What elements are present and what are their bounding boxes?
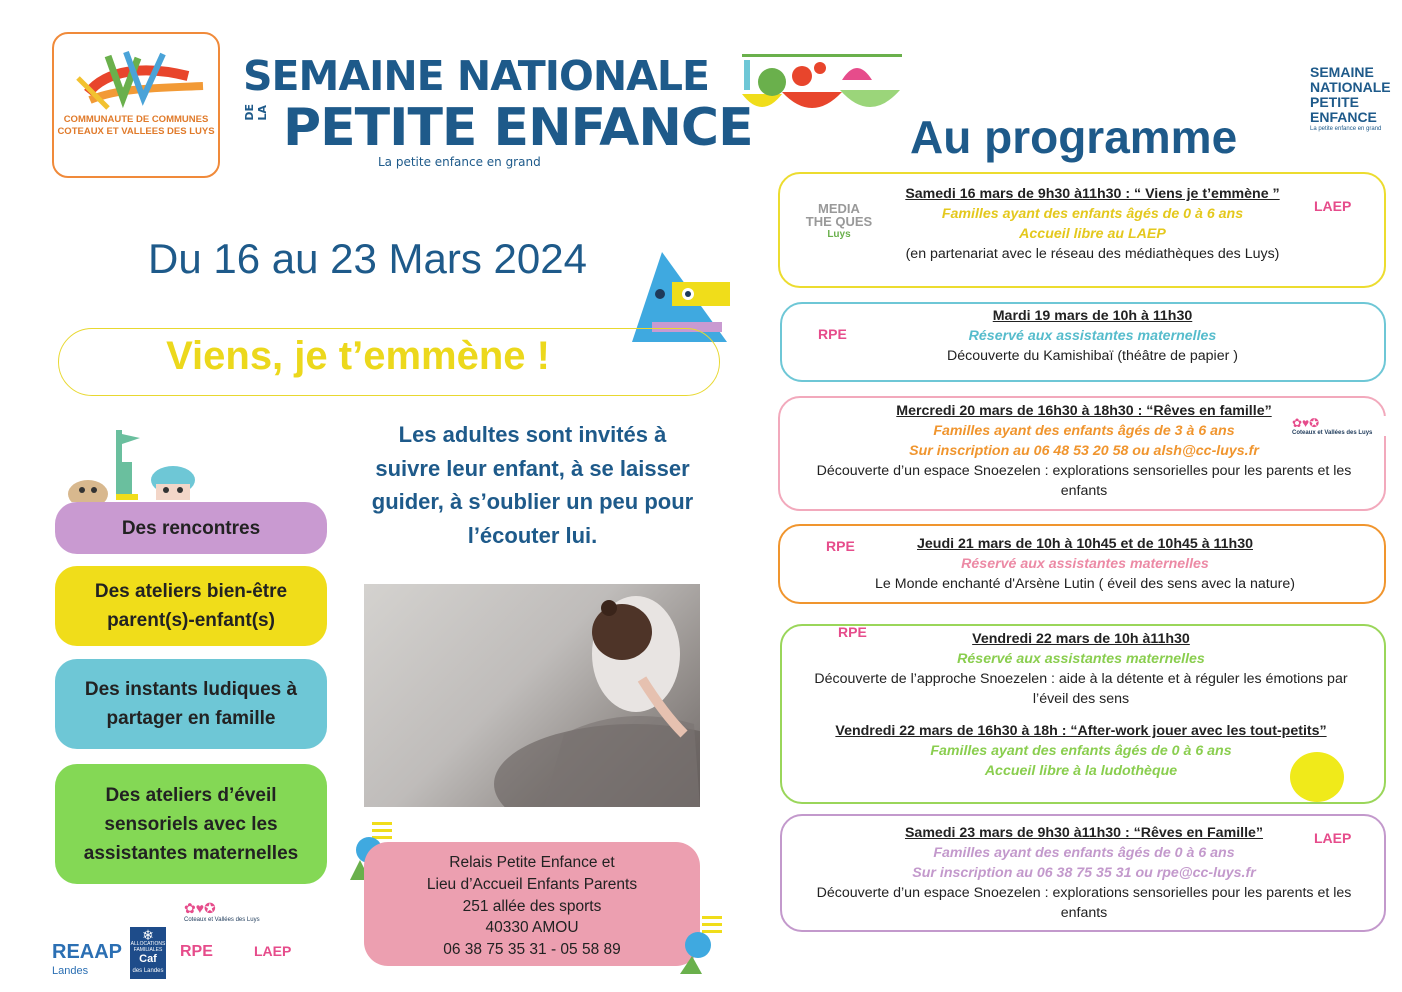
caf-snowflake-icon: ❄ — [142, 927, 154, 943]
mediatheques-logo-label: MEDIA THE QUES — [805, 201, 873, 229]
cc-name-line1: COMMUNAUTE DE COMMUNES — [63, 114, 209, 125]
event2-desc: Découverte du Kamishibaï (théâtre de papier ) — [946, 348, 1238, 364]
contact-phones: 06 38 75 35 31 - 05 58 89 — [443, 941, 621, 959]
event6-desc: Découverte d’un espace Snoezelen : explorations sensorielles pour les parents et les enfants — [816, 885, 1352, 921]
caf-allocations: ALLOCATIONS FAMILIALES — [130, 941, 166, 953]
cc-luys-emblem-icon — [68, 48, 208, 116]
event3-title: Mercredi 20 mars de 16h30 à 18h30 : “Rêves en famille” — [896, 403, 1272, 419]
caf-label: Caf — [139, 953, 157, 965]
event6-text — [796, 823, 1372, 923]
event5-text — [796, 629, 1366, 781]
mediatheques-logo — [804, 202, 874, 241]
event1-desc: (en partenariat avec le réseau des médiathèques des Luys) — [905, 246, 1280, 262]
snpe-small-tag: La petite enfance en grand — [1310, 126, 1382, 132]
mediatheques-logo-sub: Luys — [827, 229, 851, 240]
event2-audience: Réservé aux assistantes maternelles — [968, 328, 1217, 344]
cc-name-line2: COTEAUX ET VALLEES DES LUYS — [57, 126, 215, 137]
snpe-small-line3: PETITE — [1310, 94, 1360, 110]
event5-title: Vendredi 22 mars de 10h à11h30 — [972, 631, 1190, 647]
event5-audience: Réservé aux assistantes maternelles — [957, 651, 1205, 667]
ludotheque-event3-icon: ✿♥✪ — [1292, 416, 1320, 430]
event4-title: Jeudi 21 mars de 10h à 10h45 et de 10h45 à 11h30 — [917, 536, 1253, 552]
contact-address: 251 allée des sports — [462, 897, 602, 915]
theme-pill-rencontres: Des rencontres — [55, 502, 327, 554]
event5-audience2: Familles ayant des enfants âgés de 0 à 6 ans — [930, 743, 1232, 759]
event6-title: Samedi 23 mars de 9h30 à11h30 : “Rêves en Famille” — [904, 825, 1264, 841]
snpe-small-line2: NATIONALE — [1310, 79, 1391, 95]
snpe-small-line4: ENFANCE — [1310, 109, 1377, 125]
event6-audience: Familles ayant des enfants âgés de 0 à 6 ans — [933, 845, 1235, 861]
rpe-logo: RPE — [180, 943, 213, 960]
event2-text — [880, 306, 1305, 366]
caf-logo — [130, 927, 166, 979]
slogan: Viens, je t’emmène ! — [166, 334, 550, 378]
cc-luys-logo — [52, 32, 220, 178]
snpe-small-line1: SEMAINE — [1310, 64, 1374, 80]
child-photo-icon — [364, 584, 700, 807]
event3-registration: Sur inscription au 06 48 53 20 58 ou alsh@cc-luys.fr — [909, 443, 1259, 459]
decoration-shapes-bottom-icon — [676, 914, 726, 976]
contact-line2: Lieu d’Accueil Enfants Parents — [426, 875, 638, 893]
event1-audience: Familles ayant des enfants âgés de 0 à 6 ans — [941, 206, 1244, 222]
event2-title: Mardi 19 mars de 10h à 11h30 — [992, 308, 1193, 324]
ludotheque-toys-icon: ✿♥✪ — [184, 900, 216, 916]
rpe-logo-event5: RPE — [838, 624, 867, 640]
event5-access2: Accueil libre à la ludothèque — [984, 763, 1178, 779]
bowls-illustration-icon — [742, 54, 904, 120]
event3-text — [796, 401, 1372, 501]
event4-desc: Le Monde enchanté d'Arsène Lutin ( éveil des sens avec la nature) — [875, 576, 1295, 592]
snpe-tagline: La petite enfance en grand — [378, 155, 541, 169]
rpe-logo-event4: RPE — [826, 538, 855, 554]
ludotheque-event3-label: Coteaux et Vallées des Luys — [1292, 430, 1373, 436]
rpe-logo-event2: RPE — [818, 326, 847, 342]
laep-logo: LAEP — [254, 943, 292, 959]
event-dates: Du 16 au 23 Mars 2024 — [148, 235, 587, 282]
caf-sub: des Landes — [132, 968, 164, 974]
child-photo — [364, 584, 700, 807]
contact-line1: Relais Petite Enfance et — [449, 854, 615, 871]
event5-title2: Vendredi 22 mars de 16h30 à 18h : “After-work jouer avec les tout-petits” — [835, 723, 1327, 739]
program-title: Au programme — [910, 111, 1238, 163]
contact-city: 40330 AMOU — [485, 919, 579, 937]
invitation-text: Les adultes sont invités à suivre leur enfant, à se laisser guider, à s’oublier un peu pour l’écouter lui. — [371, 422, 694, 548]
event4-text — [850, 534, 1320, 594]
laep-logo-event6: LAEP — [1314, 830, 1352, 846]
theme-pill-instants-ludiques: Des instants ludiques à partager en famille — [55, 659, 327, 749]
theme-pill-ateliers-bien-etre: Des ateliers bien-être parent(s)-enfant(s) — [55, 566, 327, 646]
partner-logos — [52, 895, 312, 985]
event3-audience: Familles ayant des enfants âgés de 3 à 6 ans — [933, 423, 1235, 439]
laep-logo-event1: LAEP — [1314, 198, 1352, 214]
ludotheque-logo — [184, 900, 296, 934]
event4-audience: Réservé aux assistantes maternelles — [961, 556, 1209, 572]
ludotheque-label: Coteaux et Vallées des Luys — [184, 917, 260, 923]
snpe-title-line2: PETITE ENFANCE — [283, 98, 753, 158]
contact-box — [364, 842, 700, 966]
reaap-logo: REAAP — [52, 941, 123, 963]
event1-title: Samedi 16 mars de 9h30 à11h30 : “ Viens je t’emmène ” — [905, 186, 1280, 202]
snpe-title-dela: DE LA — [243, 104, 269, 121]
event6-registration: Sur inscription au 06 38 75 35 31 ou rpe@cc-luys.fr — [912, 865, 1256, 881]
mascots-icon — [66, 428, 196, 502]
snpe-title-line1: SEMAINE NATIONALE — [243, 52, 710, 100]
snpe-small-logo — [1310, 65, 1390, 133]
theme-pill-ateliers-eveil: Des ateliers d’éveil sensoriels avec les assistantes maternelles — [55, 764, 327, 884]
event1-access: Accueil libre au LAEP — [1019, 226, 1166, 242]
event5-desc: Découverte de l’approche Snoezelen : aide à la détente et à réguler les émotions par l’éveil des sens — [814, 671, 1348, 707]
event1-text — [880, 184, 1305, 264]
reaap-logo-sub: Landes — [52, 965, 89, 977]
event3-desc: Découverte d’un espace Snoezelen : explorations sensorielles pour les parents et les enfants — [816, 463, 1352, 499]
